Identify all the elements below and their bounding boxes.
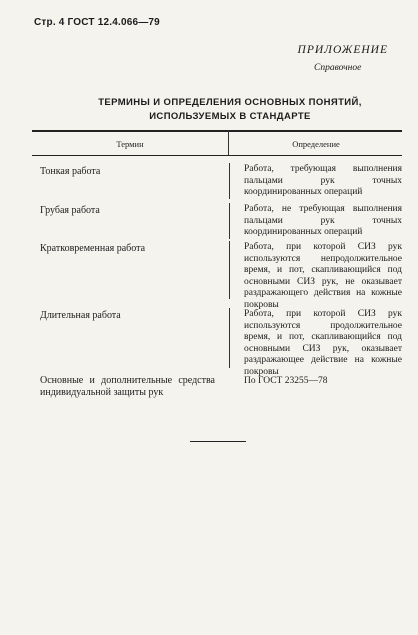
table-row-definition: Работа, при которой СИЗ рук используются непродолжительное время, и пот, скапливающийся под основными СИЗ рук, не оказывает раздражающего действия на кожные покровы: [244, 242, 402, 310]
document-title-line-1: ТЕРМИНЫ И ОПРЕДЕЛЕНИЯ ОСНОВНЫХ ПОНЯТИЙ,: [98, 97, 362, 108]
column-header-term: Термин: [116, 139, 144, 149]
row-divider: [229, 203, 230, 239]
table-row-definition: Работа, требующая выполнения пальцами рук точных координированных операций: [244, 164, 402, 198]
table-row-definition: Работа, не требующая выполнения пальцами рук точных координированных операций: [244, 204, 402, 238]
page-header: Стр. 4 ГОСТ 12.4.066—79: [34, 17, 160, 28]
table-row-term: Основные и дополнительные средства индивидуальной защиты рук: [40, 375, 215, 398]
row-divider: [229, 308, 230, 368]
header-column-divider: [228, 131, 229, 155]
appendix-label: ПРИЛОЖЕНИЕ: [297, 44, 388, 56]
row-divider: [229, 241, 230, 299]
table-row-term: Грубая работа: [40, 205, 100, 216]
appendix-subtitle: Справочное: [314, 63, 362, 73]
document-title-line-2: ИСПОЛЬЗУЕМЫХ В СТАНДАРТЕ: [149, 111, 311, 122]
table-row-term: Кратковременная работа: [40, 243, 146, 254]
table-row-definition: По ГОСТ 23255—78: [244, 376, 328, 386]
row-divider: [229, 163, 230, 199]
table-row-term: Длительная работа: [40, 310, 121, 321]
table-row-term: Тонкая работа: [40, 166, 101, 177]
table-header-rule: [32, 155, 402, 156]
closing-rule: [190, 441, 246, 442]
column-header-definition: Определение: [292, 139, 340, 149]
table-top-rule: [32, 130, 402, 132]
table-row-definition: Работа, при которой СИЗ рук используются продолжительное время, и пот, скапливающийся под основными СИЗ рук, оказывает раздражающее действие на кожные покровы: [244, 309, 402, 377]
